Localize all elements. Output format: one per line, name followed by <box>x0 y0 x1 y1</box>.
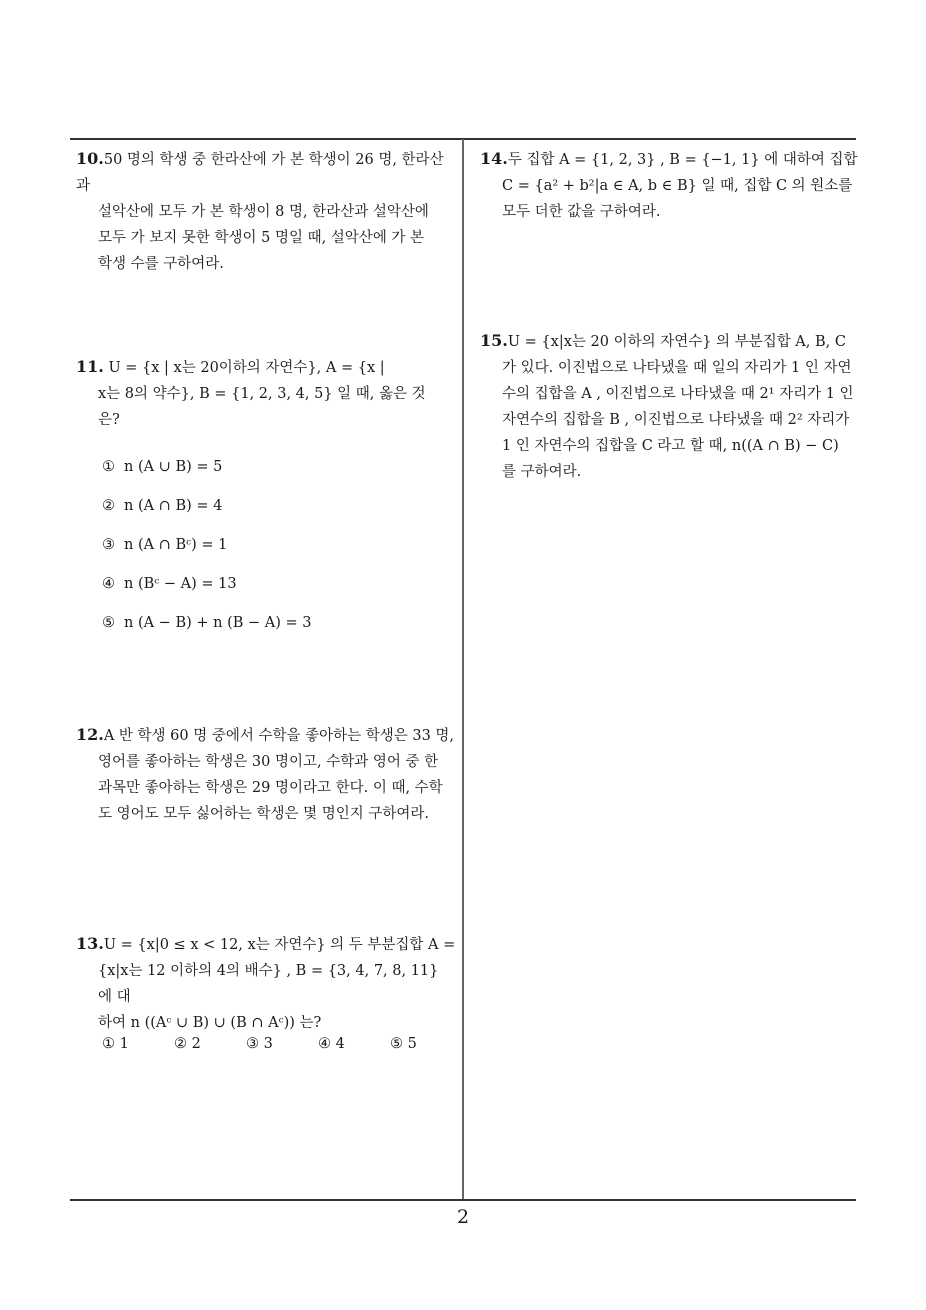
problem-text-line: 은? <box>98 412 120 428</box>
choice-mark: ④ <box>318 1036 331 1052</box>
choice-2[interactable] <box>102 493 311 532</box>
choice-text: n (A − B) + n (B − A) = 3 <box>124 615 312 631</box>
choice-text: n (A ∪ B) = 5 <box>124 459 223 475</box>
choice-4[interactable] <box>318 1036 390 1052</box>
problem-14 <box>480 146 858 225</box>
choice-text: n (Bᶜ − A) = 13 <box>124 576 237 592</box>
choice-1[interactable] <box>102 1036 174 1052</box>
choice-mark: ① <box>102 459 115 475</box>
problem-text-line: 가 있다. 이진법으로 나타냈을 때 일의 자리가 1 인 자연 <box>502 360 852 376</box>
problem-13 <box>76 931 456 1036</box>
choice-text: 5 <box>407 1036 417 1052</box>
choice-text: n (A ∩ B) = 4 <box>124 498 223 514</box>
choice-4[interactable] <box>102 571 311 610</box>
problem-text-line: 하여 n ((Aᶜ ∪ B) ∪ (B ∩ Aᶜ)) 는? <box>98 1015 322 1031</box>
problem-10 <box>76 146 456 277</box>
problem-text-line: x는 8의 약수}, B = {1, 2, 3, 4, 5} 일 때, 옳은 것 <box>98 386 426 402</box>
problem-text-line: 50 명의 학생 중 한라산에 가 본 학생이 26 명, 한라산과 <box>76 152 444 194</box>
choice-text: 4 <box>335 1036 345 1052</box>
choice-row <box>102 1036 462 1052</box>
problem-text-line: 모두 가 보지 못한 학생이 5 명일 때, 설악산에 가 본 <box>98 230 425 246</box>
choice-mark: ② <box>174 1036 187 1052</box>
problem-text-line: C = {a² + b²|a ∈ A, b ∈ B} 일 때, 집합 C 의 원소를 <box>502 178 853 194</box>
problem-number: 13. <box>76 934 104 953</box>
choice-list <box>102 454 311 649</box>
problem-text-line: 도 영어도 모두 싫어하는 학생은 몇 명인지 구하여라. <box>98 806 430 822</box>
problem-text-line: 영어를 좋아하는 학생은 30 명이고, 수학과 영어 중 한 <box>98 754 439 770</box>
choice-mark: ③ <box>102 537 115 553</box>
problem-number: 14. <box>480 149 508 168</box>
choice-text: n (A ∩ Bᶜ) = 1 <box>124 537 228 553</box>
choice-3[interactable] <box>246 1036 318 1052</box>
choice-3[interactable] <box>102 532 311 571</box>
choice-5[interactable] <box>390 1036 462 1052</box>
choice-text: 1 <box>119 1036 129 1052</box>
bottom-rule <box>70 1199 856 1201</box>
problem-number: 15. <box>480 331 508 350</box>
problem-text-line: U = {x | x는 20이하의 자연수}, A = {x | <box>108 360 385 376</box>
choice-2[interactable] <box>174 1036 246 1052</box>
problem-text-line: 학생 수를 구하여라. <box>98 256 224 272</box>
choice-5[interactable] <box>102 610 311 649</box>
page-number: 2 <box>456 1206 470 1228</box>
choice-mark: ③ <box>246 1036 259 1052</box>
problem-12 <box>76 722 456 827</box>
problem-11 <box>76 354 456 433</box>
choice-1[interactable] <box>102 454 311 493</box>
choice-text: 2 <box>191 1036 201 1052</box>
problem-text-line: 1 인 자연수의 집합을 C 라고 할 때, n((A ∩ B) − C) <box>502 438 839 454</box>
problem-text-line: {x|x는 12 이하의 4의 배수} , B = {3, 4, 7, 8, 11} 에 대 <box>98 963 439 1005</box>
problem-number: 10. <box>76 149 104 168</box>
choice-text: 3 <box>263 1036 273 1052</box>
problem-number: 11. <box>76 357 104 376</box>
problem-number: 12. <box>76 725 104 744</box>
choice-mark: ② <box>102 498 115 514</box>
problem-text-line: U = {x|0 ≤ x < 12, x는 자연수} 의 두 부분집합 A = <box>103 937 456 953</box>
column-divider <box>462 139 464 1200</box>
problem-text-line: U = {x|x는 20 이하의 자연수} 의 부분집합 A, B, C <box>507 334 846 350</box>
choice-mark: ① <box>102 1036 115 1052</box>
problem-text-line: 모두 더한 값을 구하여라. <box>502 204 661 220</box>
problem-15 <box>480 328 858 485</box>
problem-text-line: 설악산에 모두 가 본 학생이 8 명, 한라산과 설악산에 <box>98 204 429 220</box>
choice-mark: ④ <box>102 576 115 592</box>
choice-mark: ⑤ <box>390 1036 403 1052</box>
problem-text-line: A 반 학생 60 명 중에서 수학을 좋아하는 학생은 33 명, <box>103 728 455 744</box>
choice-mark: ⑤ <box>102 615 115 631</box>
problem-text-line: 과목만 좋아하는 학생은 29 명이라고 한다. 이 때, 수학 <box>98 780 443 796</box>
problem-text-line: 수의 집합을 A , 이진법으로 나타냈을 때 2¹ 자리가 1 인 <box>502 386 854 402</box>
problem-text-line: 자연수의 집합을 B , 이진법으로 나타냈을 때 2² 자리가 <box>502 412 850 428</box>
problem-text-line: 를 구하여라. <box>502 464 582 480</box>
problem-text-line: 두 집합 A = {1, 2, 3} , B = {−1, 1} 에 대하여 집합 <box>507 152 858 168</box>
